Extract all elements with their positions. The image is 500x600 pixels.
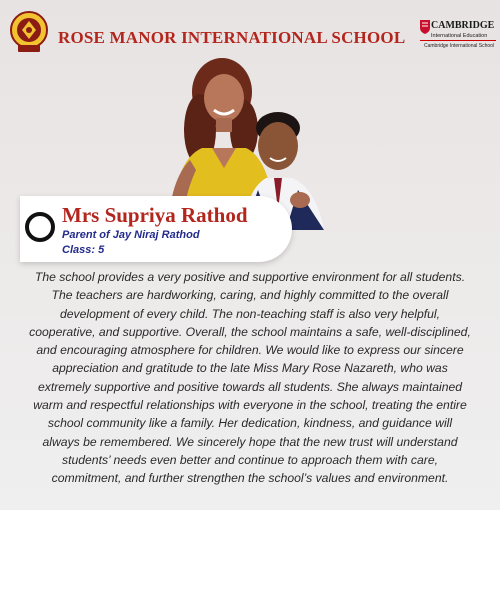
student-class: Class: 5 [62,244,105,256]
school-crest-icon [10,10,48,54]
cambridge-subtitle: International Education [431,33,488,39]
school-name: ROSE MANOR INTERNATIONAL SCHOOL [58,28,406,47]
parent-name: Mrs Supriya Rathod [62,203,248,227]
cambridge-title: CAMBRIDGE [431,20,495,31]
cambridge-shield-icon [420,20,430,34]
cambridge-divider [420,40,496,41]
parent-relation: Parent of Jay Niraj Rathod [62,229,200,241]
cambridge-logo [420,20,496,52]
testimonial-text: The school provides a very positive and supportive environment for all students. The teachers are hardworking, caring, and highly committed to the overall development of every child. The non-teaching staff is also very helpful, cooperative, and supportive. Overall, the school maintains a safe, well-disciplined, and encouraging atmosphere for children. We would like to express our sincere appreciation and gratitude to the late Miss Mary Rose Nazareth, who was extremely supportive and positive towards all students. She always maintained warm and respectful relationships with everyone in the school, treating the entire school community like a family. Her dedication, kindness, and guidance will always be remembered. We sincerely hope that the new trust will understand students’ needs even better and continue to approach them with care, commitment, and further strengthen the school’s values and environment. [29,270,471,486]
cambridge-tagline: Cambridge International School [424,43,495,49]
ring-icon [25,212,55,242]
